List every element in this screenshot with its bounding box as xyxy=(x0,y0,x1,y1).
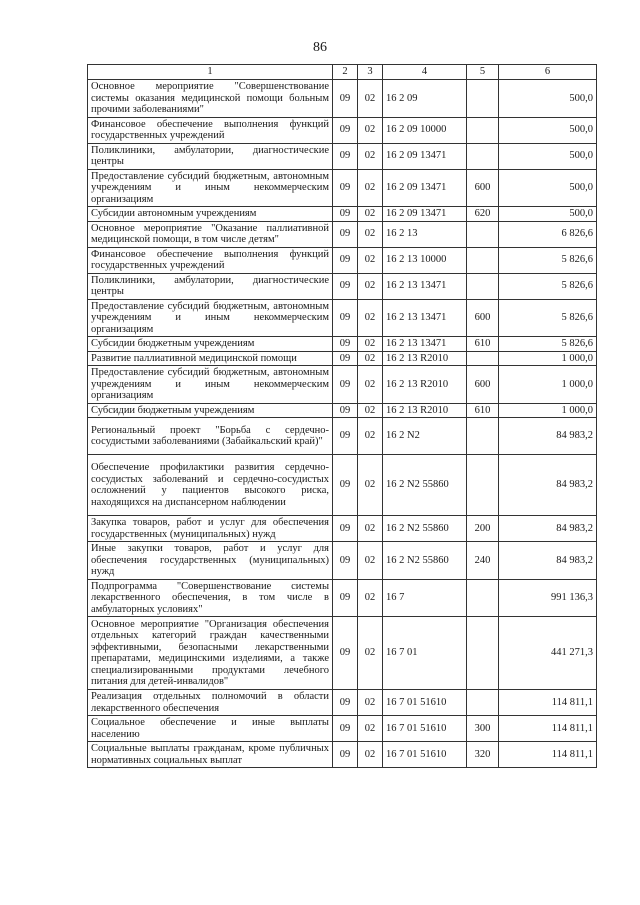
row-expense-type xyxy=(467,247,499,273)
column-header-4: 4 xyxy=(383,65,467,80)
row-name: Поликлиники, амбулатории, диагностические центры xyxy=(88,143,333,169)
row-target-code: 16 2 13 13471 xyxy=(383,337,467,352)
row-target-code: 16 2 N2 55860 xyxy=(383,542,467,580)
row-expense-type: 600 xyxy=(467,299,499,337)
row-section: 09 xyxy=(333,207,358,222)
row-subsection: 02 xyxy=(358,247,383,273)
row-amount: 5 826,6 xyxy=(499,273,597,299)
column-header-3: 3 xyxy=(358,65,383,80)
row-amount: 500,0 xyxy=(499,207,597,222)
row-subsection: 02 xyxy=(358,418,383,455)
table-row xyxy=(88,617,597,690)
row-amount: 5 826,6 xyxy=(499,247,597,273)
table-row xyxy=(88,542,597,580)
table-row xyxy=(88,337,597,352)
row-name: Закупка товаров, работ и услуг для обеспечения государственных (муниципальных) нужд xyxy=(88,516,333,542)
table-row xyxy=(88,80,597,118)
row-section: 09 xyxy=(333,143,358,169)
row-amount: 114 811,1 xyxy=(499,690,597,716)
row-subsection: 02 xyxy=(358,221,383,247)
row-name: Предоставление субсидий бюджетным, автономным учреждениям и иным некоммерческим организациям xyxy=(88,169,333,207)
row-target-code: 16 2 09 13471 xyxy=(383,143,467,169)
row-expense-type: 320 xyxy=(467,742,499,768)
column-header-5: 5 xyxy=(467,65,499,80)
row-target-code: 16 7 01 xyxy=(383,617,467,690)
row-target-code: 16 2 13 13471 xyxy=(383,299,467,337)
row-amount: 114 811,1 xyxy=(499,742,597,768)
row-target-code: 16 7 01 51610 xyxy=(383,742,467,768)
row-section: 09 xyxy=(333,221,358,247)
row-name: Основное мероприятие "Организация обеспечения отдельных категорий граждан качественными эффективными, безопасными лекарственными препаратами, медицинскими изделиями, а также специализированными продуктами лечебного питания для детей-инвалидов" xyxy=(88,617,333,690)
row-expense-type: 300 xyxy=(467,716,499,742)
row-name: Финансовое обеспечение выполнения функций государственных учреждений xyxy=(88,247,333,273)
table-row xyxy=(88,221,597,247)
row-section: 09 xyxy=(333,117,358,143)
row-name: Финансовое обеспечение выполнения функций государственных учреждений xyxy=(88,117,333,143)
table-row xyxy=(88,117,597,143)
row-section: 09 xyxy=(333,542,358,580)
row-section: 09 xyxy=(333,247,358,273)
row-subsection: 02 xyxy=(358,169,383,207)
row-name: Иные закупки товаров, работ и услуг для обеспечения государственных (муниципальных) нужд xyxy=(88,542,333,580)
row-subsection: 02 xyxy=(358,299,383,337)
row-target-code: 16 2 13 xyxy=(383,221,467,247)
row-subsection: 02 xyxy=(358,690,383,716)
table-row xyxy=(88,418,597,455)
row-section: 09 xyxy=(333,516,358,542)
table-row xyxy=(88,299,597,337)
row-subsection: 02 xyxy=(358,542,383,580)
row-name: Социальные выплаты гражданам, кроме публичных нормативных социальных выплат xyxy=(88,742,333,768)
row-section: 09 xyxy=(333,579,358,617)
row-amount: 500,0 xyxy=(499,117,597,143)
row-name: Региональный проект "Борьба с сердечно-сосудистыми заболеваниями (Забайкальский край)" xyxy=(88,418,333,455)
row-expense-type xyxy=(467,221,499,247)
row-target-code: 16 7 01 51610 xyxy=(383,716,467,742)
row-section: 09 xyxy=(333,80,358,118)
row-amount: 500,0 xyxy=(499,169,597,207)
budget-table xyxy=(87,64,597,768)
row-subsection: 02 xyxy=(358,579,383,617)
table-row xyxy=(88,273,597,299)
row-section: 09 xyxy=(333,169,358,207)
row-name: Предоставление субсидий бюджетным, автономным учреждениям и иным некоммерческим организациям xyxy=(88,366,333,404)
column-header-1: 1 xyxy=(88,65,333,80)
row-expense-type xyxy=(467,143,499,169)
row-section: 09 xyxy=(333,716,358,742)
row-subsection: 02 xyxy=(358,403,383,418)
row-subsection: 02 xyxy=(358,716,383,742)
table-row xyxy=(88,143,597,169)
table-row xyxy=(88,207,597,222)
row-amount: 84 983,2 xyxy=(499,418,597,455)
row-expense-type xyxy=(467,690,499,716)
row-target-code: 16 2 09 xyxy=(383,80,467,118)
row-target-code: 16 7 01 51610 xyxy=(383,690,467,716)
row-subsection: 02 xyxy=(358,117,383,143)
row-expense-type xyxy=(467,351,499,366)
row-amount: 1 000,0 xyxy=(499,403,597,418)
row-subsection: 02 xyxy=(358,516,383,542)
row-expense-type: 200 xyxy=(467,516,499,542)
row-section: 09 xyxy=(333,690,358,716)
row-section: 09 xyxy=(333,351,358,366)
row-name: Субсидии бюджетным учреждениям xyxy=(88,403,333,418)
row-target-code: 16 2 13 13471 xyxy=(383,273,467,299)
row-section: 09 xyxy=(333,403,358,418)
row-amount: 5 826,6 xyxy=(499,337,597,352)
row-name: Обеспечение профилактики развития сердечно-сосудистых заболеваний и сердечно-сосудистых осложнений у пациентов высокого риска, находящихся на диспансерном наблюдении xyxy=(88,455,333,516)
row-name: Реализация отдельных полномочий в области лекарственного обеспечения xyxy=(88,690,333,716)
row-subsection: 02 xyxy=(358,337,383,352)
row-section: 09 xyxy=(333,418,358,455)
row-name: Основное мероприятие "Оказание паллиативной медицинской помощи, в том числе детям" xyxy=(88,221,333,247)
row-target-code: 16 2 09 10000 xyxy=(383,117,467,143)
row-expense-type: 610 xyxy=(467,403,499,418)
row-amount: 441 271,3 xyxy=(499,617,597,690)
row-target-code: 16 2 13 10000 xyxy=(383,247,467,273)
table-row xyxy=(88,516,597,542)
row-section: 09 xyxy=(333,337,358,352)
row-name: Субсидии бюджетным учреждениям xyxy=(88,337,333,352)
table-row xyxy=(88,403,597,418)
row-target-code: 16 2 13 R2010 xyxy=(383,351,467,366)
row-target-code: 16 7 xyxy=(383,579,467,617)
row-expense-type xyxy=(467,455,499,516)
row-expense-type xyxy=(467,117,499,143)
row-name: Поликлиники, амбулатории, диагностические центры xyxy=(88,273,333,299)
row-amount: 84 983,2 xyxy=(499,516,597,542)
row-amount: 6 826,6 xyxy=(499,221,597,247)
row-name: Подпрограмма "Совершенствование системы лекарственного обеспечения, в том числе в амбулаторных условиях" xyxy=(88,579,333,617)
row-section: 09 xyxy=(333,617,358,690)
row-section: 09 xyxy=(333,742,358,768)
row-expense-type: 240 xyxy=(467,542,499,580)
row-section: 09 xyxy=(333,455,358,516)
budget-table-body xyxy=(88,65,597,768)
row-section: 09 xyxy=(333,299,358,337)
table-row xyxy=(88,169,597,207)
row-subsection: 02 xyxy=(358,80,383,118)
row-name: Развитие паллиативной медицинской помощи xyxy=(88,351,333,366)
row-target-code: 16 2 N2 55860 xyxy=(383,455,467,516)
table-row xyxy=(88,247,597,273)
table-row xyxy=(88,742,597,768)
row-amount: 500,0 xyxy=(499,80,597,118)
row-expense-type xyxy=(467,273,499,299)
table-row xyxy=(88,351,597,366)
row-name: Социальное обеспечение и иные выплаты населению xyxy=(88,716,333,742)
row-amount: 1 000,0 xyxy=(499,366,597,404)
row-expense-type xyxy=(467,418,499,455)
row-section: 09 xyxy=(333,366,358,404)
row-amount: 114 811,1 xyxy=(499,716,597,742)
row-target-code: 16 2 13 R2010 xyxy=(383,403,467,418)
row-amount: 991 136,3 xyxy=(499,579,597,617)
row-expense-type: 600 xyxy=(467,169,499,207)
row-amount: 84 983,2 xyxy=(499,542,597,580)
row-amount: 5 826,6 xyxy=(499,299,597,337)
page-number: 86 xyxy=(313,40,327,55)
row-amount: 500,0 xyxy=(499,143,597,169)
row-subsection: 02 xyxy=(358,617,383,690)
table-row xyxy=(88,455,597,516)
table-row xyxy=(88,690,597,716)
row-name: Основное мероприятие "Совершенствование системы оказания медицинской помощи больным прочими заболеваниями" xyxy=(88,80,333,118)
row-expense-type xyxy=(467,617,499,690)
row-subsection: 02 xyxy=(358,207,383,222)
table-row xyxy=(88,579,597,617)
row-subsection: 02 xyxy=(358,143,383,169)
row-section: 09 xyxy=(333,273,358,299)
table-header-row xyxy=(88,65,597,80)
row-subsection: 02 xyxy=(358,273,383,299)
row-expense-type xyxy=(467,80,499,118)
row-target-code: 16 2 N2 55860 xyxy=(383,516,467,542)
row-target-code: 16 2 13 R2010 xyxy=(383,366,467,404)
column-header-6: 6 xyxy=(499,65,597,80)
row-amount: 1 000,0 xyxy=(499,351,597,366)
row-target-code: 16 2 09 13471 xyxy=(383,169,467,207)
table-row xyxy=(88,366,597,404)
row-expense-type: 610 xyxy=(467,337,499,352)
row-subsection: 02 xyxy=(358,366,383,404)
row-name: Субсидии автономным учреждениям xyxy=(88,207,333,222)
row-expense-type: 620 xyxy=(467,207,499,222)
row-subsection: 02 xyxy=(358,455,383,516)
column-header-2: 2 xyxy=(333,65,358,80)
row-expense-type: 600 xyxy=(467,366,499,404)
row-target-code: 16 2 N2 xyxy=(383,418,467,455)
table-row xyxy=(88,716,597,742)
row-subsection: 02 xyxy=(358,351,383,366)
row-name: Предоставление субсидий бюджетным, автономным учреждениям и иным некоммерческим организациям xyxy=(88,299,333,337)
row-amount: 84 983,2 xyxy=(499,455,597,516)
row-subsection: 02 xyxy=(358,742,383,768)
row-expense-type xyxy=(467,579,499,617)
row-target-code: 16 2 09 13471 xyxy=(383,207,467,222)
